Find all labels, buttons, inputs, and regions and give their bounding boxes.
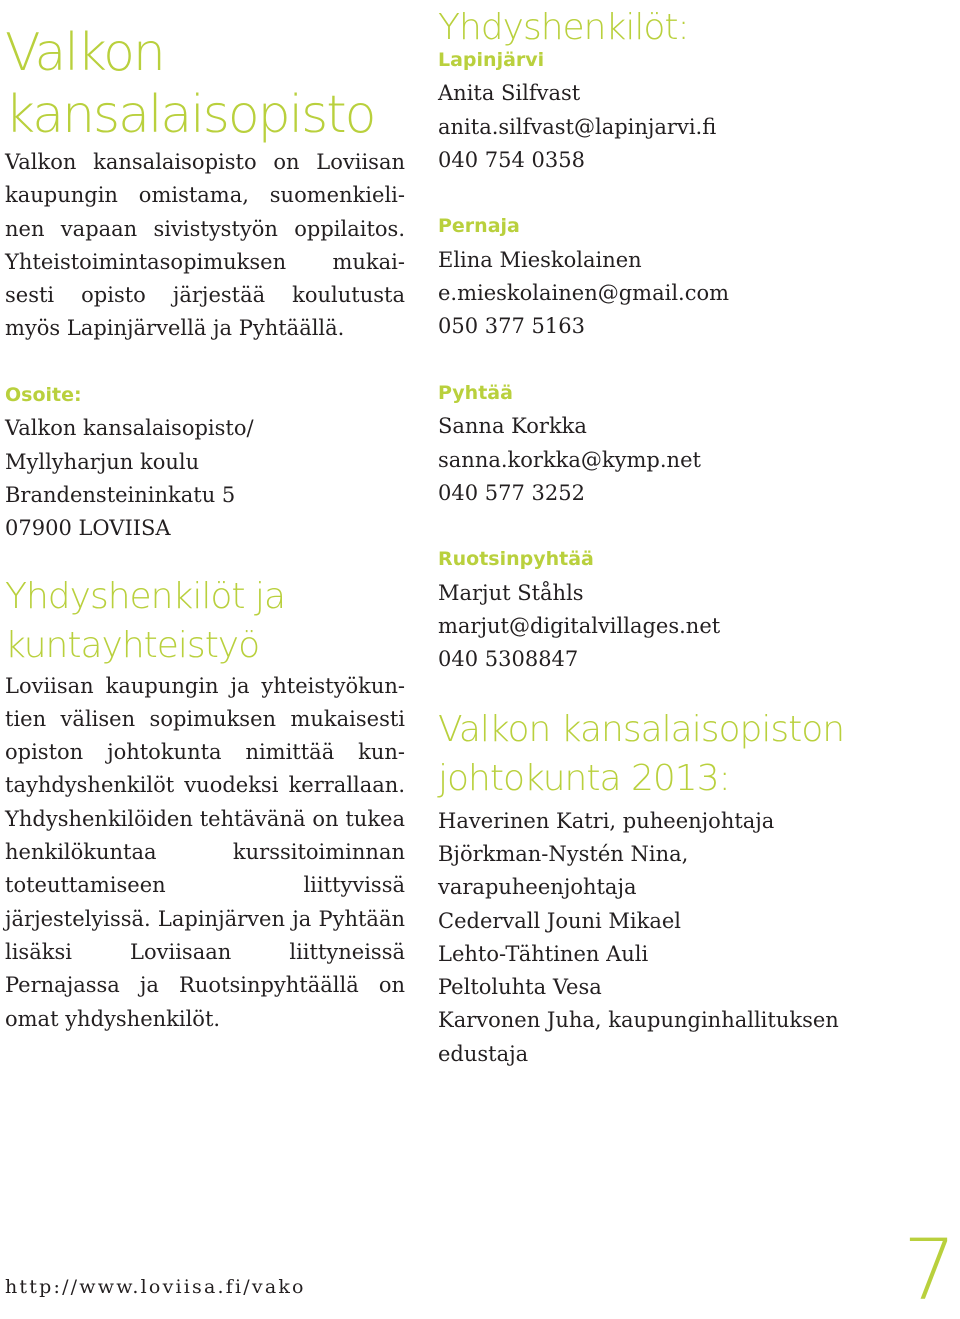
contact-area: Lapinjärvi [438,49,545,71]
contact-block [438,44,938,177]
contact-name: Marjut Ståhls [438,580,584,605]
contacts-heading: Yhdyshenkilöt: [438,7,689,48]
board-member: edustaja [438,1041,529,1066]
address-block [5,412,405,545]
contact-email: e.mieskolainen@gmail.com [438,281,730,306]
contact-phone: 050 377 5163 [438,314,585,339]
contact-block [438,210,938,343]
footer-url: http://www.loviisa.fi/vako [5,1276,306,1298]
address-line: Valkon kansalaisopisto/ [5,416,254,441]
intro-paragraph: Valkon kansalaisopisto on Loviisan kaupungin omistama, suomenkielinen vapaan sivistystyön oppilaitos. Yhteistoimintasopimuksen mukaisesti opisto järjestää koulutusta myös Lapinjärvellä ja Pyhtäällä. [5,150,405,341]
right-column [438,0,938,1071]
contact-block [438,543,938,676]
page-title: Valkon kansalaisopisto [5,23,375,145]
board-members-list [438,805,938,1071]
contact-email: sanna.korkka@kymp.net [438,447,701,472]
cooperation-heading: Yhdyshenkilöt ja kuntayhteistyö [5,575,285,666]
address-line: 07900 LOVIISA [5,516,171,541]
board-member: Karvonen Juha, kaupunginhallituksen [438,1008,839,1033]
contact-name: Anita Silfvast [438,81,581,106]
page-number: 7 [903,1221,957,1319]
contact-block [438,377,938,510]
board-member: Cedervall Jouni Mikael [438,908,682,933]
board-member: varapuheenjohtaja [438,875,637,900]
address-line: Brandensteininkatu 5 [5,482,236,507]
contact-area: Pernaja [438,215,520,238]
board-heading: Valkon kansalaisopiston johtokunta 2013: [438,708,845,799]
address-label: Osoite: [5,384,82,407]
contact-phone: 040 754 0358 [438,147,585,172]
contact-name: Elina Mieskolainen [438,247,642,272]
cooperation-paragraph: Loviisan kaupungin ja yhteistyökuntien välisen sopimuksen mukaisesti opiston johtokunta nimittää kuntayhdyshenkilöt vuodeksi kerrallaan. Yhdyshenkilöiden tehtävänä on tukea henkilökuntaa kurssitoiminnan toteuttamiseen liittyvissä järjestelyissä. Lapinjärven ja Pyhtään lisäksi Loviisaan liittyneissä Pernajassa ja Ruotsinpyhtäällä on omat yhdyshenkilöt. [5,673,405,1031]
board-member: Peltoluhta Vesa [438,975,602,1000]
contact-name: Sanna Korkka [438,414,587,439]
board-member: Björkman-Nystén Nina, [438,841,689,866]
address-line: Myllyharjun koulu [5,449,200,474]
contact-area: Ruotsinpyhtää [438,548,594,571]
contact-email: marjut@digitalvillages.net [438,614,721,639]
contact-area: Pyhtää [438,381,513,404]
board-member: Lehto-Tähtinen Auli [438,941,649,966]
board-member: Haverinen Katri, puheenjohtaja [438,808,775,833]
contact-phone: 040 577 3252 [438,480,585,505]
contact-phone: 040 5308847 [438,647,579,672]
contact-email: anita.silfvast@lapinjarvi.fi [438,114,717,139]
left-column [5,0,405,1036]
